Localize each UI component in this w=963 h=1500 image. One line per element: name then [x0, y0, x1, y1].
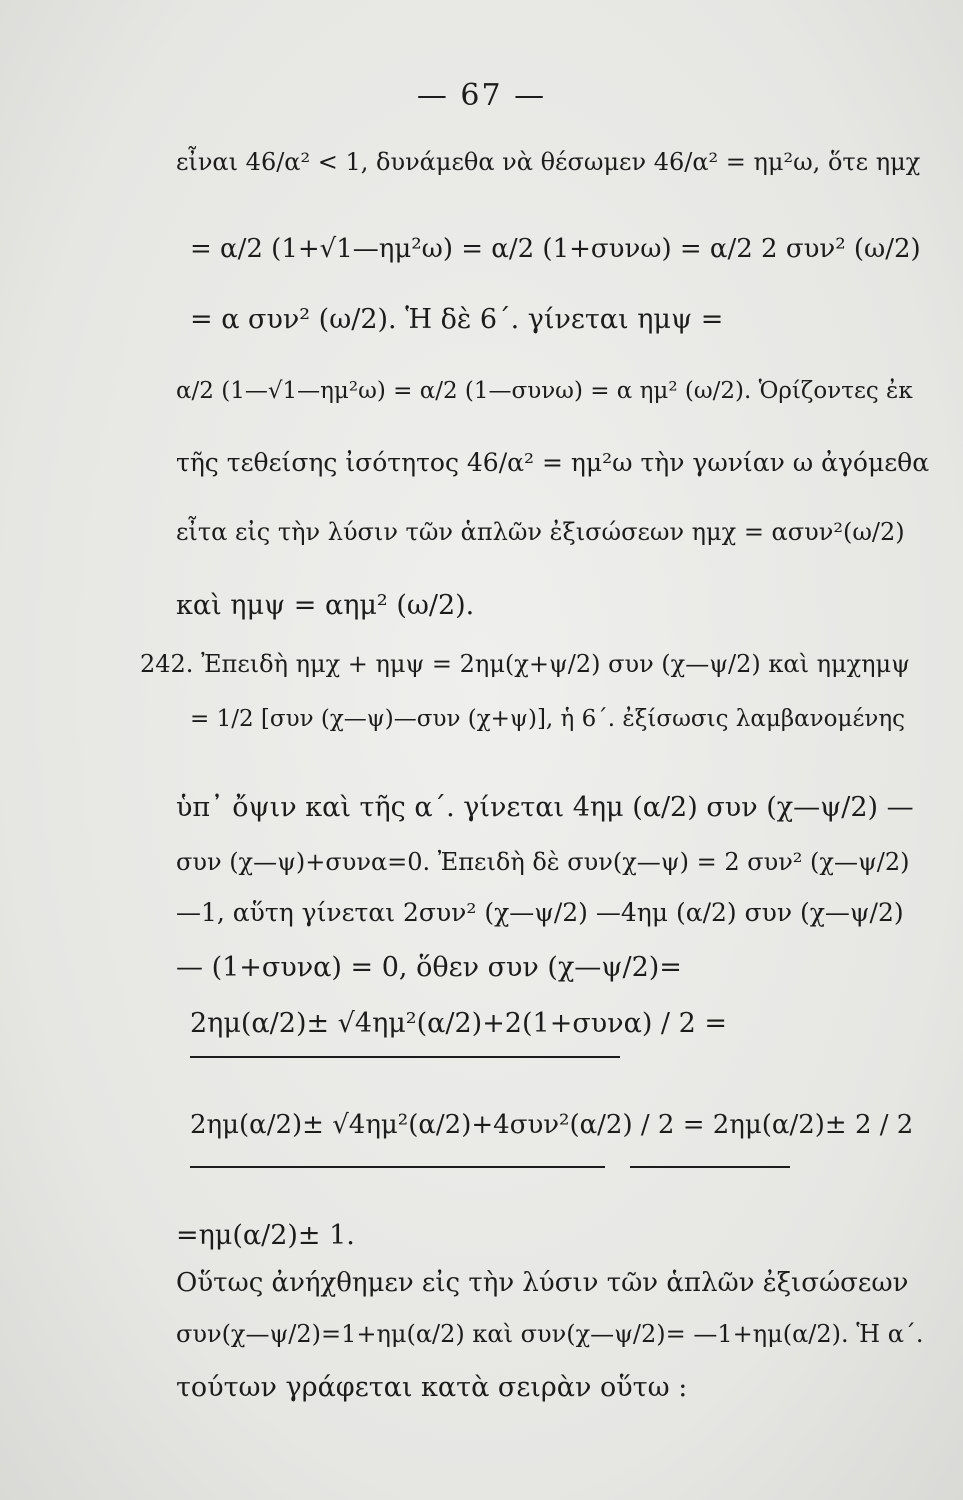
fraction-bar-2 [190, 1166, 605, 1168]
text-line-5: τῆς τεθείσης ἰσότητος 46/α² = ημ²ω τὴν γωνίαν ω ἀγόμεθα [176, 448, 930, 477]
text-line-14: 2ημ(α/2)± √4ημ²(α/2)+2(1+συνα) / 2 = [190, 1008, 727, 1039]
text-line-6: εἶτα εἰς τὴν λύσιν τῶν ἁπλῶν ἐξισώσεων ημχ = ασυν²(ω/2) [176, 518, 905, 546]
page-number: — 67 — [416, 78, 547, 113]
text-line-10: ὑπ᾿ ὄψιν καὶ τῆς α΄. γίνεται 4ημ (α/2) συν (χ—ψ/2) — [176, 792, 914, 823]
text-line-12: —1, αὕτη γίνεται 2συν² (χ—ψ/2) —4ημ (α/2) συν (χ—ψ/2) [176, 898, 904, 927]
text-line-15: 2ημ(α/2)± √4ημ²(α/2)+4συν²(α/2) / 2 = 2ημ(α/2)± 2 / 2 [190, 1110, 914, 1140]
fraction-bar-3 [630, 1166, 790, 1168]
text-line-7: καὶ ημψ = αημ² (ω/2). [176, 590, 475, 621]
text-line-18: συν(χ—ψ/2)=1+ημ(α/2) καὶ συν(χ—ψ/2)= —1+ημ(α/2). Ἡ α΄. [176, 1320, 924, 1348]
text-line-2: = α/2 (1+√1—ημ²ω) = α/2 (1+συνω) = α/2 2 συν² (ω/2) [190, 234, 921, 264]
text-line-17: Οὕτως ἀνήχθημεν εἰς τὴν λύσιν τῶν ἁπλῶν ἐξισώσεων [176, 1268, 909, 1298]
text-line-16: =ημ(α/2)± 1. [176, 1220, 355, 1251]
fraction-bar-1 [190, 1056, 620, 1058]
text-line-8: 242. Ἐπειδὴ ημχ + ημψ = 2ημ(χ+ψ/2) συν (χ—ψ/2) καὶ ημχημψ [140, 650, 910, 678]
text-line-13: — (1+συνα) = 0, ὅθεν συν (χ—ψ/2)= [176, 952, 682, 983]
text-line-3: = α συν² (ω/2). Ἡ δὲ 6΄. γίνεται ημψ = [190, 304, 724, 335]
text-line-1: εἶναι 46/α² < 1, δυνάμεθα νὰ θέσωμεν 46/α² = ημ²ω, ὅτε ημχ [176, 148, 921, 176]
text-line-9: = 1/2 [συν (χ—ψ)—συν (χ+ψ)], ἡ 6΄. ἐξίσωσις λαμβανομένης [190, 706, 905, 732]
text-line-11: συν (χ—ψ)+συνα=0. Ἐπειδὴ δὲ συν(χ—ψ) = 2 συν² (χ—ψ/2) [176, 848, 910, 876]
text-line-19: τούτων γράφεται κατὰ σειρὰν οὕτω : [176, 1372, 688, 1403]
text-line-4: α/2 (1—√1—ημ²ω) = α/2 (1—συνω) = α ημ² (ω/2). Ὁρίζοντες ἐκ [176, 378, 913, 404]
